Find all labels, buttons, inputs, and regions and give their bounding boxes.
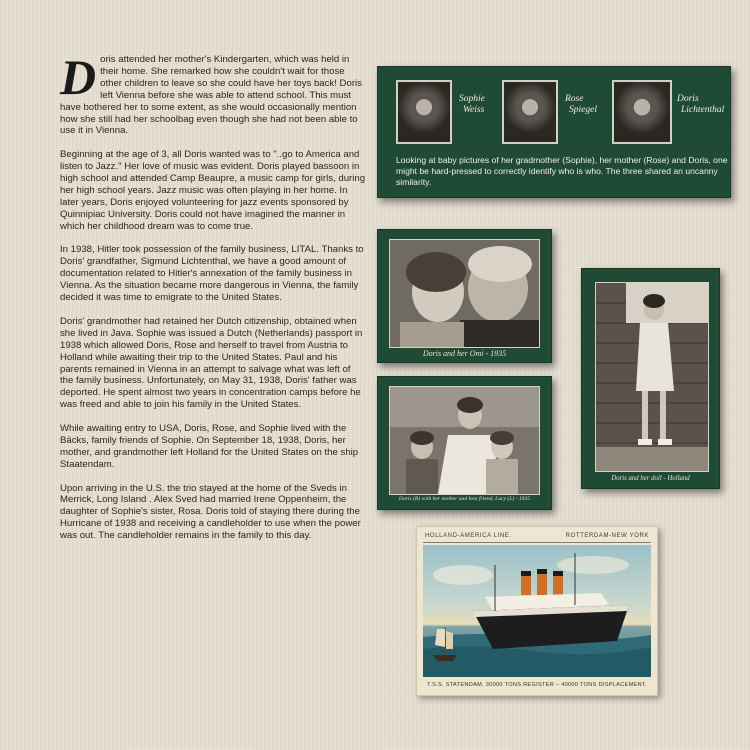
photo-frame-doll [581,268,720,489]
ocean-liner-illustration [423,545,651,677]
caption-omi: Doris and her Omi - 1935 [422,349,507,358]
photo-doris-mother-lucy [389,386,540,495]
postcard-header [423,531,651,543]
body-paragraph: Upon arriving in the U.S. the trio stayed at the home of the Sveds in Merrick, Long Island . Alex Sved had married Irene Oppenheim, the daughter of Sophie's sister, Rosa. Doris told of staying there during the Hurricane of 1938 and receiving a candleholder to use when the power was out. The candleholder remains in the family to this day. [60,482,361,542]
photo-doris-and-omi [389,239,540,348]
body-paragraph: Doris' grandmother had retained her Dutch citizenship, obtained when she lived in Java. Sophie was issued a Dutch (Netherlands) passport in 1938 which allowed Doris, Rose and herself to travel from Austria to Holland while awaiting their trip to the United States. Paul and his parents remained in Vienna in an attempt to salvage what was left of the family business. Unfortunately, on May 31, 1938, Doris' father was deported. He spent almost two years in concentration camps before he was freed and able to join his family in the United States. [60,315,363,411]
portrait-label-doris: Doris Lichtenthal [677,94,725,115]
portrait-label-rose: Rose Spiegel [565,94,597,115]
statendam-postcard [416,526,658,696]
caption-mother: Doris (R) with her mother and best friend, Lucy (L) - 1935 [398,496,531,502]
intro-text: oris attended her mother's Kindergarten, which was held in their home. She remarked how she couldn't wait for those other children to leave so she could have her toys back! Doris left Vienna before she was able to attend school. This must have bothered her to some extent, as she would occasionally mention how she still had her schoolbag even though she had not been able to use it in Vienna. [60,54,362,137]
intro-paragraph [60,49,366,137]
caption-doll: Doris and her doll - Holland [611,475,690,482]
drop-cap: D [60,49,97,105]
portrait-label-sophie: Sophie Weiss [459,94,485,115]
body-paragraph: In 1938, Hitler took possession of the family business, LITAL. Thanks to Doris' grandfather, Sigmund Lichtenthal, we have a good amount of documentation related to Hitler's annexation of the family business in Vienna. As the situation became more dangerous in Vienna, the family decided it was time to emigrate to the United States. [60,244,364,304]
photo-doris-and-doll [595,282,709,472]
postcard-footer: T.S.S. STATENDAM. 30000 TONS REGISTER – 40000 TONS DISPLACEMENT. [427,682,647,688]
banner-description: Looking at baby pictures of her gradmother (Sophie), her mother (Rose) and Doris, one might be hard-pressed to correctly identify who is who. The three shared an uncanny similarity. [396,155,728,188]
portrait-photo-sophie [396,80,452,144]
photo-frame-mother [377,376,552,510]
postcard-route: ROTTERDAM-NEW YORK [565,533,649,539]
portrait-photo-rose [502,80,558,144]
portrait-photo-doris [612,80,672,144]
body-paragraph: Beginning at the age of 3, all Doris wanted was to "..go to America and listen to Jazz." Her love of music was evident. Doris played bassoon in high school and attended Camp Beaupre, a music camp for girls, during her high school years. Jazz music was often playing in her home. In later years, Doris enjoyed volunteering for jazz events sponsored by Quinnipiac University. Doris could not have imagined the manner in which her childhood dream was to come true. [60,149,366,232]
story-text-column [60,49,366,554]
photo-frame-omi [377,229,552,363]
baby-pictures-banner [377,66,731,198]
postcard-line-name: HOLLAND-AMERICA LINE. [425,533,512,539]
body-paragraph: While awaiting entry to USA, Doris, Rose, and Sophie lived with the Bäcks, family friends of Sophie. On September 18, 1938, Doris, her mother, and grandmother left Holland for the United States on the ship Staatendam. [60,423,359,470]
